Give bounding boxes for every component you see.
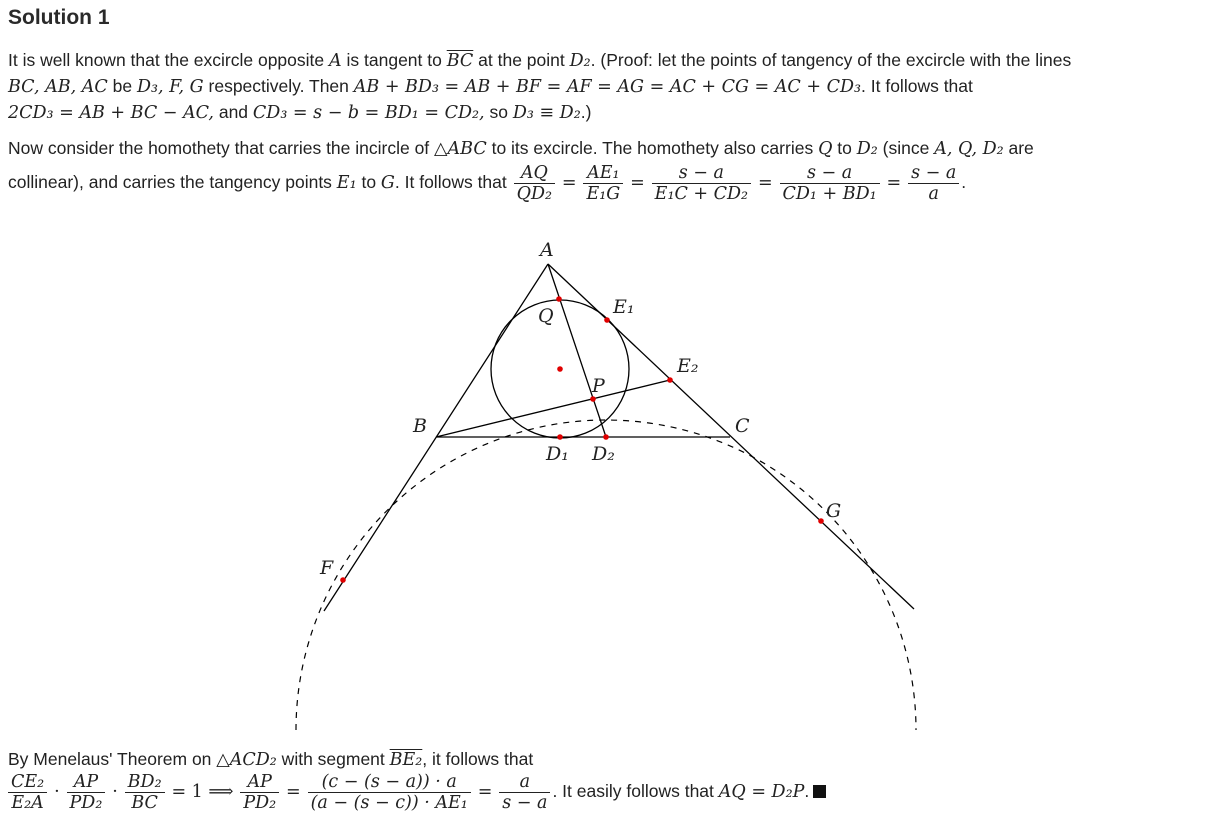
text: (since bbox=[877, 138, 935, 158]
para3-line1 bbox=[8, 748, 533, 771]
text: . It follows that bbox=[394, 172, 507, 193]
label-P: P bbox=[592, 375, 605, 397]
math: D₂ bbox=[569, 51, 591, 71]
para3-line2 bbox=[6, 772, 826, 813]
denominator: a bbox=[908, 183, 959, 204]
math-overline: BE₂ bbox=[389, 750, 423, 770]
denominator: CD₁ + BD₁ bbox=[780, 183, 880, 204]
line-AD2 bbox=[548, 264, 606, 437]
math: BC, AB, AC bbox=[8, 77, 108, 97]
denominator: QD₂ bbox=[514, 183, 555, 204]
denominator: s − a bbox=[499, 792, 550, 813]
equals: = bbox=[886, 173, 902, 194]
text: and bbox=[213, 102, 253, 122]
point-F bbox=[340, 577, 346, 583]
numerator: CE₂ bbox=[11, 772, 45, 792]
label-D1: D₁ bbox=[546, 443, 569, 465]
math: △ABC bbox=[434, 139, 487, 159]
numerator: (c − (s − a)) · a bbox=[321, 772, 457, 792]
dot: · bbox=[112, 782, 118, 803]
fraction bbox=[240, 772, 279, 813]
math: D₃ ≡ D₂ bbox=[512, 103, 581, 123]
point-D1 bbox=[557, 434, 563, 440]
fraction bbox=[67, 772, 106, 813]
point-incenter bbox=[557, 366, 563, 372]
denominator: E₁C + CD₂ bbox=[652, 183, 751, 204]
text: be bbox=[107, 76, 137, 96]
qed-square-icon bbox=[813, 785, 826, 798]
numerator: AP bbox=[73, 772, 99, 792]
numerator: s − a bbox=[806, 163, 853, 183]
label-E1: E₁ bbox=[613, 296, 635, 318]
label-A: A bbox=[540, 239, 554, 261]
label-C: C bbox=[735, 415, 750, 437]
text: to bbox=[832, 138, 857, 158]
denominator: PD₂ bbox=[67, 792, 106, 813]
text: By Menelaus' Theorem on bbox=[8, 749, 217, 769]
label-B: B bbox=[413, 415, 427, 437]
text: are bbox=[1003, 138, 1034, 158]
math: D₂ bbox=[856, 139, 878, 159]
text: . It easily follows that bbox=[552, 781, 719, 802]
fraction bbox=[499, 772, 550, 813]
equals: = bbox=[561, 173, 577, 194]
equals: = bbox=[477, 782, 493, 803]
numerator: a bbox=[519, 772, 531, 792]
text: Now consider the homothety that carries the incircle of bbox=[8, 138, 435, 158]
dot: · bbox=[54, 782, 60, 803]
equals: = bbox=[286, 782, 301, 803]
label-E2: E₂ bbox=[677, 355, 699, 377]
numerator: BD₂ bbox=[127, 772, 162, 792]
point-G bbox=[818, 518, 824, 524]
math: E₁ bbox=[336, 173, 357, 194]
math: 2CD₃ = AB + BC − AC, bbox=[8, 103, 214, 123]
point-P bbox=[590, 396, 596, 402]
math: A bbox=[329, 51, 342, 71]
numerator: s − a bbox=[911, 163, 957, 183]
denominator: PD₂ bbox=[240, 792, 279, 813]
text: . (Proof: let the points of tangency of the excircle with the lines bbox=[590, 50, 1072, 70]
text: . bbox=[961, 172, 967, 193]
text: so bbox=[484, 102, 513, 122]
label-G: G bbox=[826, 500, 842, 522]
math: Q bbox=[818, 139, 833, 159]
numerator: s − a bbox=[678, 163, 724, 183]
math-overline: $\overline{BC}$ bbox=[446, 51, 474, 71]
math: A, Q, D₂ bbox=[934, 139, 1004, 159]
math: D₃, F, G bbox=[136, 77, 204, 97]
point-Q bbox=[556, 296, 562, 302]
text: . It follows that bbox=[861, 76, 973, 96]
text: , it follows that bbox=[422, 749, 534, 769]
denominator: (a − (s − c)) · AE₁ bbox=[308, 792, 471, 813]
point-E2 bbox=[667, 377, 673, 383]
text: is tangent to bbox=[341, 50, 447, 70]
math: △ACD₂ bbox=[216, 750, 277, 770]
math: G bbox=[380, 173, 395, 194]
line-BE2 bbox=[436, 380, 670, 437]
denominator: E₁G bbox=[583, 183, 623, 204]
numerator: AQ bbox=[520, 163, 548, 183]
equals: = bbox=[757, 173, 773, 194]
fraction bbox=[8, 772, 47, 813]
equals-implies: = 1 ⟹ bbox=[171, 782, 234, 803]
denominator: E₂A bbox=[8, 792, 47, 813]
text: It is well known that the excircle opposite bbox=[8, 50, 329, 70]
text: respectively. Then bbox=[203, 76, 354, 96]
text: with segment bbox=[276, 749, 390, 769]
equals: = bbox=[630, 173, 645, 194]
text: to bbox=[356, 172, 381, 193]
point-D2 bbox=[603, 434, 609, 440]
math: CD₃ = s − b = BD₁ = CD₂, bbox=[252, 103, 485, 123]
point-E1 bbox=[604, 317, 610, 323]
excircle-arc bbox=[296, 420, 916, 730]
solution-heading: Solution 1 bbox=[8, 6, 110, 29]
text: to its excircle. The homothety also carries bbox=[486, 138, 819, 158]
text: collinear), and carries the tangency points bbox=[8, 172, 337, 193]
text: at the point bbox=[473, 50, 570, 70]
fraction bbox=[125, 772, 165, 813]
label-F: F bbox=[320, 557, 334, 579]
label-Q: Q bbox=[538, 305, 554, 327]
numerator: AE₁ bbox=[587, 163, 620, 183]
denominator: BC bbox=[125, 792, 165, 813]
numerator: AP bbox=[247, 772, 272, 792]
math: AQ = D₂P bbox=[718, 782, 805, 803]
text: . bbox=[804, 781, 810, 802]
label-D2: D₂ bbox=[592, 443, 615, 465]
math: AB + BD₃ = AB + BF = AF = AG = AC + CG = AC + CD₃ bbox=[353, 77, 862, 97]
text: .) bbox=[580, 102, 592, 122]
fraction bbox=[308, 772, 471, 813]
